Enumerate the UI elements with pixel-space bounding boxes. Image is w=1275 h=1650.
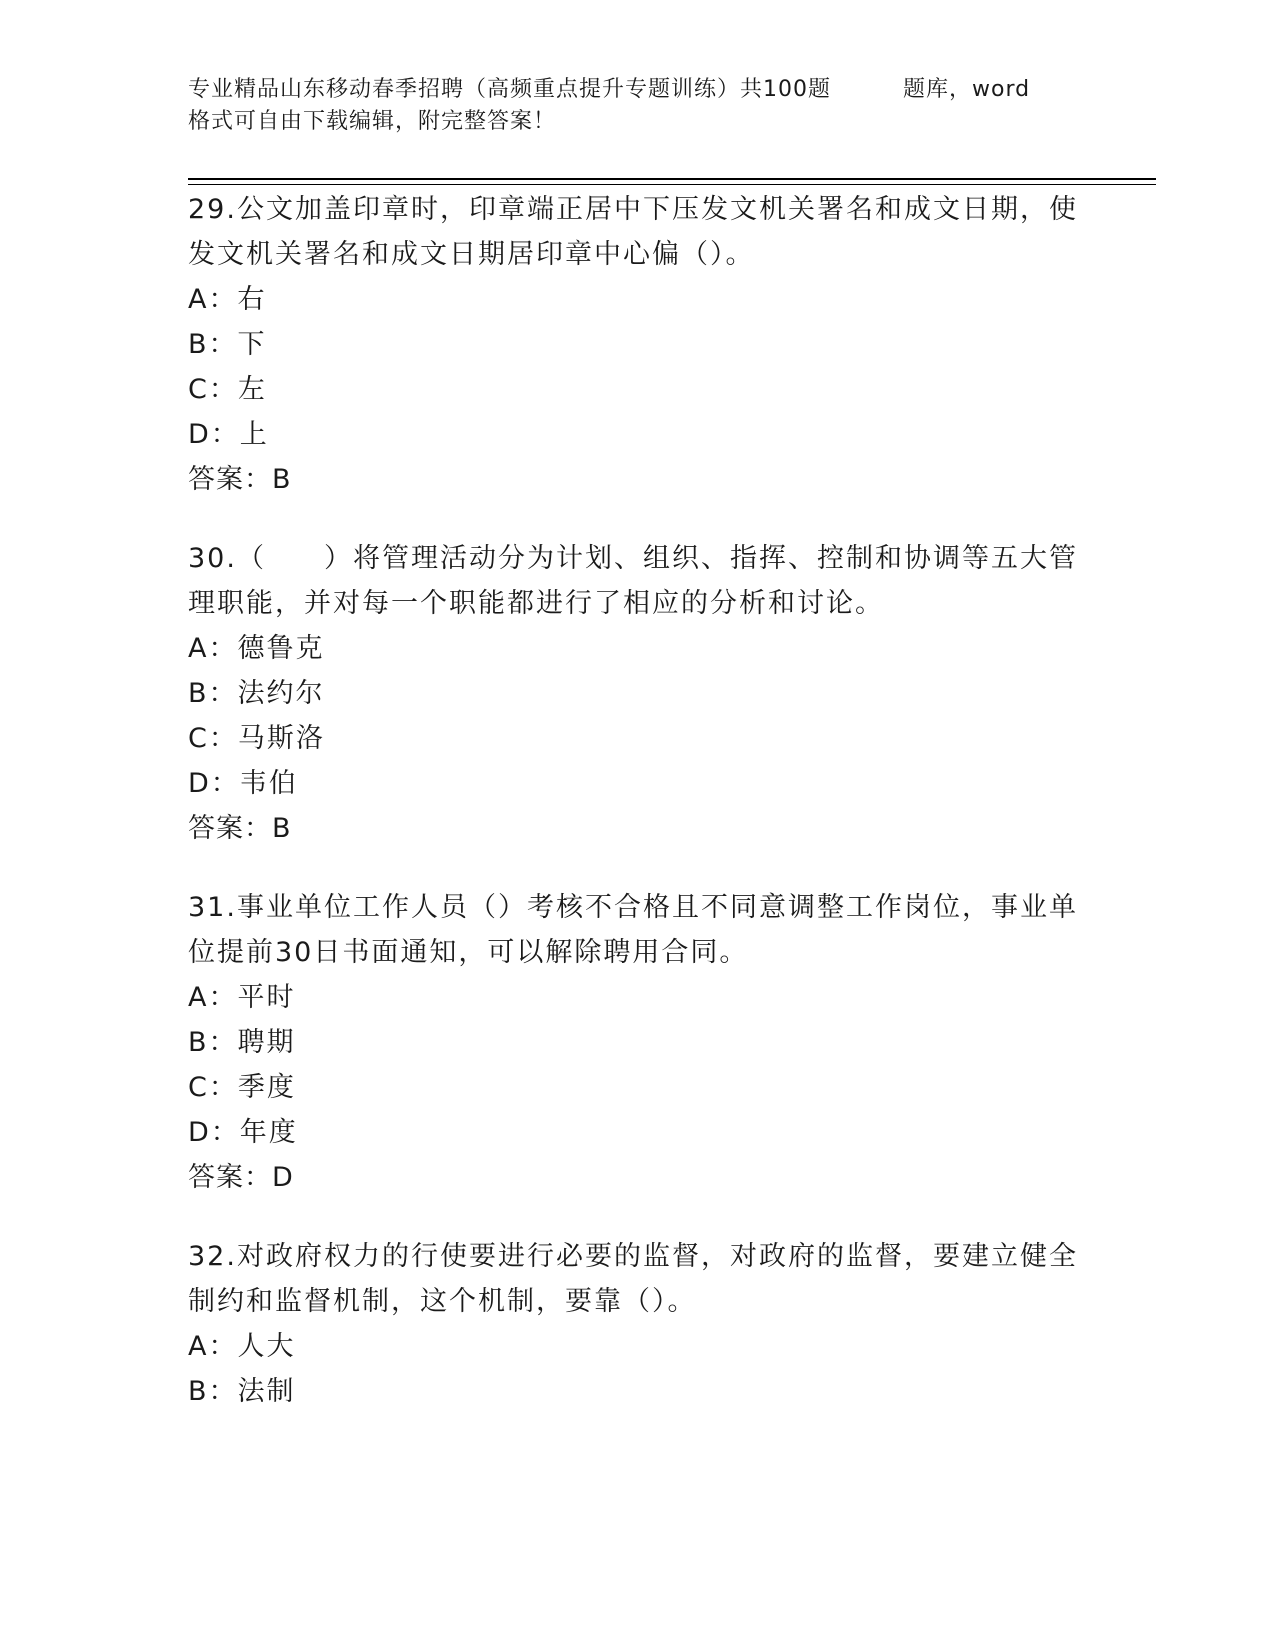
header-title: 专业精品山东移动春季招聘（高频重点提升专题训练）共100题 <box>188 77 831 102</box>
option-d: D：韦伯 <box>188 768 298 799</box>
question-stem <box>188 885 1088 975</box>
header-title-tail: 题库，word <box>903 77 1031 102</box>
header-divider-thin <box>188 184 1156 185</box>
question-stem-line: 位提前30日书面通知，可以解除聘用合同。 <box>188 937 749 968</box>
question-stem <box>188 1234 1088 1324</box>
option-c: C：季度 <box>188 1072 296 1103</box>
option-b: B：法约尔 <box>188 678 325 709</box>
question-stem-line: 理职能，并对每一个职能都进行了相应的分析和讨论。 <box>188 588 884 619</box>
question-32 <box>188 1234 1088 1414</box>
option-a: A：人大 <box>188 1331 296 1362</box>
option-b: B：法制 <box>188 1376 296 1407</box>
question-stem-line: 30.（ ）将管理活动分为计划、组织、指挥、控制和协调等五大管 <box>188 543 1078 574</box>
option-a: A：平时 <box>188 982 296 1013</box>
answer: 答案：B <box>188 813 292 844</box>
option-a: A：德鲁克 <box>188 633 325 664</box>
option-d: D：上 <box>188 419 269 450</box>
question-29 <box>188 187 1088 502</box>
question-stem-line: 制约和监督机制，这个机制，要靠（）。 <box>188 1286 697 1317</box>
question-list <box>188 187 1088 1448</box>
option-a: A：右 <box>188 284 267 315</box>
page-header <box>188 74 1108 138</box>
question-stem <box>188 536 1088 626</box>
question-stem <box>188 187 1088 277</box>
question-stem-line: 29.公文加盖印章时，印章端正居中下压发文机关署名和成文日期，使 <box>188 194 1078 225</box>
header-divider-thick <box>188 178 1156 180</box>
answer: 答案：D <box>188 1162 294 1193</box>
question-stem-line: 发文机关署名和成文日期居印章中心偏（）。 <box>188 239 755 270</box>
question-31 <box>188 885 1088 1200</box>
option-b: B：聘期 <box>188 1027 296 1058</box>
option-c: C：左 <box>188 374 267 405</box>
option-c: C：马斯洛 <box>188 723 325 754</box>
header-line-2: 格式可自由下载编辑，附完整答案！ <box>188 109 557 134</box>
header-line-1 <box>188 74 1108 106</box>
question-stem-line: 31.事业单位工作人员（）考核不合格且不同意调整工作岗位，事业单 <box>188 892 1078 923</box>
question-30 <box>188 536 1088 851</box>
answer: 答案：B <box>188 464 292 495</box>
question-stem-line: 32.对政府权力的行使要进行必要的监督，对政府的监督，要建立健全 <box>188 1241 1078 1272</box>
option-d: D：年度 <box>188 1117 298 1148</box>
option-b: B：下 <box>188 329 267 360</box>
